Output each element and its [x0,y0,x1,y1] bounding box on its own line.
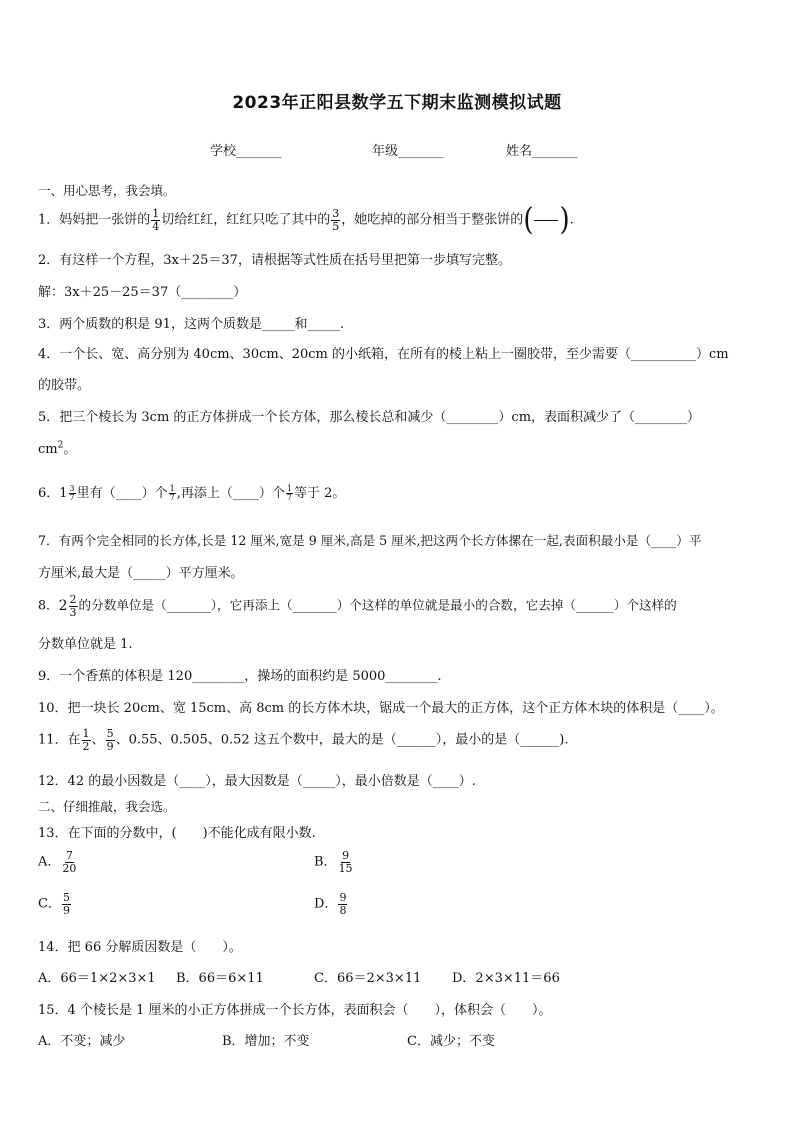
q6-f1-den: 7 [69,493,75,502]
q13-c-label: C． [38,896,61,912]
q13-b-den: 15 [338,861,353,875]
question-10: 10．把一块长 20cm、宽 15cm、高 8cm 的长方体木块，锯成一个最大的正方体，这个正方体木块的体积是（____）。 [38,701,724,716]
q6-text-a: 6．1 [38,486,68,501]
q13-b-num: 9 [342,849,350,862]
question-8-cont: 分数单位就是 1. [38,637,133,652]
page-title: 2023年正阳县数学五下期末监测模拟试题 [232,93,562,113]
q11-f1-den: 2 [82,739,90,753]
school-blank: _______ [236,144,282,159]
q11-sep: 、 [91,732,105,748]
q13-d-fraction [338,892,347,916]
q8-f-den: 3 [69,605,77,619]
question-5: 5．把三个棱长为 3cm 的正方体拼成一个长方体，那么棱长总和减少（________）cm，表面积减少了（________） [38,410,701,425]
question-14: 14．把 66 分解质因数是（ ）。 [38,940,242,955]
section-1-heading: 一、用心思考，我会填。 [38,183,176,198]
q14-option-b[interactable]: B．66＝6×11 [176,971,264,986]
question-4: 4．一个长、宽、高分别为 40cm、30cm、20cm 的小纸箱，在所有的棱上粘上一圈胶带，至少需要（__________）cm [38,347,729,362]
q1-right-paren: ) [559,202,570,238]
question-2: 2．有这样一个方程，3x＋25＝37，请根据等式性质在括号里把第一步填写完整。 [38,253,511,268]
question-12: 12．42 的最小因数是（____），最大因数是（_____），最小倍数是（____）. [38,774,476,789]
q1-text-a: 1．妈妈把一张饼的 [38,212,151,228]
q1-f2-num: 3 [332,206,340,220]
q14-option-d[interactable]: D．2×3×11＝66 [452,971,560,986]
q1-f2-den: 5 [332,219,340,233]
q6-f1-num: 3 [69,483,75,493]
q11-text-a: 11．在 [38,732,81,748]
q8-f-num: 2 [69,593,77,606]
q13-option-c[interactable] [38,892,72,916]
q6-f2-den: 7 [169,493,175,502]
q1-f1-den: 4 [152,219,160,233]
q15-option-a[interactable]: A．不变；减少 [38,1034,126,1049]
section-2-heading: 二、仔细推敲，我会选。 [38,799,176,814]
question-8 [38,594,677,618]
q11-fraction-2 [106,728,115,752]
question-13: 13．在下面的分数中，( )不能化成有限小数. [38,826,316,841]
q1-text-c: ，她吃掉的部分相当于整张饼的 [341,212,524,228]
q6-text-c: ,再添上（____）个 [176,486,285,501]
q14-option-a[interactable]: A．66＝1×2×3×1 [38,971,156,986]
q13-option-d[interactable] [314,892,348,916]
q13-d-den: 8 [339,903,347,917]
question-15: 15．4 个棱长是 1 厘米的小正方体拼成一个长方体，表面积会（ ），体积会（ ）。 [38,1003,552,1018]
q11-f2-den: 9 [106,739,114,753]
q1-end: . [569,212,574,228]
q6-text-d: 等于 2。 [293,486,346,501]
question-7-cont: 方厘米,最大是（_____）平方厘米。 [38,566,244,581]
q13-option-a[interactable] [38,850,78,874]
q11-fraction-1 [82,728,91,752]
question-2-solution: 解：3x＋25－25＝37（________） [38,285,247,300]
q11-f2-num: 5 [106,727,114,740]
q8-mixed-whole: 2 [58,598,68,615]
q6-f3-den: 7 [286,493,292,502]
name-field[interactable] [506,140,578,159]
q8-text-a: 8． [38,597,59,613]
q13-c-fraction [62,892,71,916]
q13-a-num: 7 [65,849,73,862]
grade-blank: _______ [398,144,444,159]
q13-option-b[interactable] [314,850,355,874]
q6-f3-num: 1 [286,483,292,493]
q1-text-b: 切给红红，红红只吃了其中的 [161,212,331,228]
school-label: 学校 [210,144,237,159]
grade-field[interactable] [372,140,444,159]
question-5-cont [38,438,76,457]
name-blank: _______ [532,144,578,159]
q1-fraction-2 [331,208,340,232]
q1-answer-blank[interactable] [534,220,558,221]
q13-d-num: 9 [339,891,347,904]
q13-c-num: 5 [62,891,70,904]
q11-text-b: 、0.55、0.505、0.52 这五个数中，最大的是（______），最小的是（______). [115,732,569,748]
q15-option-c[interactable]: C．减少；不变 [407,1034,495,1049]
q6-fraction-2 [169,485,176,503]
q13-d-label: D． [314,896,338,912]
q6-fraction-3 [286,485,293,503]
question-9: 9．一个香蕉的体积是 120________，操场的面积约是 5000________. [38,669,442,684]
school-field[interactable] [210,140,282,159]
q14-option-c[interactable]: C．66＝2×3×11 [314,971,422,986]
q13-b-label: B． [314,854,337,870]
q5-end: 。 [63,442,77,457]
question-6 [38,482,345,502]
question-1 [38,202,574,238]
q13-a-den: 20 [62,861,77,875]
q1-f1-num: 1 [152,206,160,220]
q11-f1-num: 1 [82,727,90,740]
question-3: 3．两个质数的积是 91，这两个质数是_____和_____. [38,317,345,332]
q5-unit: cm [38,442,58,457]
grade-label: 年级 [372,144,399,159]
q5-unit-exponent: 2 [57,440,64,451]
q6-f2-num: 1 [169,483,175,493]
q8-fraction [69,594,78,618]
q1-left-paren: ( [523,202,534,238]
q15-option-b[interactable]: B．增加；不变 [222,1034,310,1049]
q13-c-den: 9 [62,903,70,917]
q1-fraction-1 [151,208,160,232]
question-11 [38,728,569,752]
q13-a-label: A． [38,854,61,870]
q6-text-b: 里有（____）个 [76,486,168,501]
question-7: 7．有两个完全相同的长方体,长是 12 厘米,宽是 9 厘米,高是 5 厘米,把这两个长方体摞在一起,表面积最小是（____）平 [38,533,702,548]
q13-b-fraction [338,850,354,874]
q13-a-fraction [61,850,77,874]
question-4-cont: 的胶带。 [38,378,91,393]
name-label: 姓名 [506,144,533,159]
q8-text-b: 的分数单位是（_______），它再添上（_______）个这样的单位就是最小的合数，它去掉（______）个这样的 [78,597,677,613]
q6-fraction-1 [69,485,76,503]
